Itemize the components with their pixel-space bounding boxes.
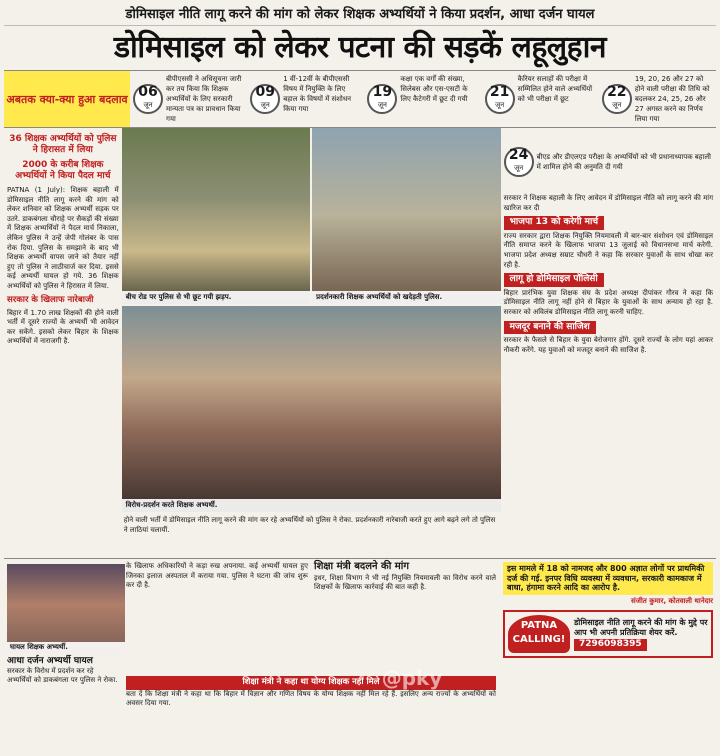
note-text: सरकार ने शिक्षक बहाली के लिए आवेदन में डोमिसाइल नीति को लागू करने की मांग खारिज कर दी (503, 194, 714, 212)
date-circle (367, 84, 397, 114)
subhead-minister: शिक्षा मंत्री बदलने की मांग (314, 561, 409, 572)
date-month: जून (260, 101, 270, 109)
date-month: जून (612, 101, 622, 109)
byline: संजीत कुमार, कोतवाली थानेदार (631, 596, 713, 605)
timeline-item-24 (504, 130, 713, 194)
date-month: जून (514, 164, 524, 172)
timeline-text: 19, 20, 26 और 27 को होने वाली परीक्षा की तिथि को बदलकर 24, 25, 26 और 27 अगस्त करने का निर्णय लिया गया (634, 75, 710, 123)
date-day: 19 (372, 84, 393, 100)
timeline-label: अबतक क्या-क्या हुआ बदलाव (4, 71, 130, 127)
subhead-injured: आधा दर्जन अभ्यर्थी घायल (7, 656, 93, 666)
date-month: जून (143, 101, 153, 109)
timeline-text: कैरियर सलाहों की परीक्षा में सम्मिलित होने वाले अभ्यर्थियों को भी परीक्षा में छूट (517, 75, 593, 103)
timeline-text: 1 वीं-12वीं के बीपीएससी विषय में नियुक्ति के लिए बहाल के विषयों में संशोधन किया गया (283, 75, 352, 113)
subhead-conspiracy: मजदूर बनाने की साजिश (504, 321, 596, 335)
story-body-center: होने वाली भर्ती में डोमिसाइल नीति लागू करने की मांग कर रहे अभ्यर्थियों को पुलिस ने रोका. प्रदर्शनकारी नारेबाजी करते हुए आगे बढ़ने लगे तो पुलिस ने लाठियां चलायीं. (123, 516, 496, 534)
headline: डोमिसाइल को लेकर पटना की सड़कें लहूलुहान (114, 30, 606, 65)
date-day: 22 (607, 84, 627, 100)
date-month: जून (377, 101, 387, 109)
center-bottom-text (122, 514, 501, 558)
subhead-domicile: लागू हो डोमिसाइल पॉलिसी (504, 273, 604, 287)
timeline-text: कक्षा एक वर्गों की संख्या, सिलेबस और एस-एसटी के लिए कैटेगरी में छूट दी गयी (400, 75, 468, 103)
subhead-detained: 36 शिक्षक अभ्यर्थियों को पुलिस ने हिरासत में लिया (9, 134, 117, 155)
story-bjp: राज्य सरकार द्वारा शिक्षक नियुक्ति नियमावली में बार-बार संशोधन एवं डोमिसाइल नीति समाप्त करने के खिलाफ भाजपा 13 जुलाई को विधानसभा मार्च करेगी. भाजपा प्रदेश अध्यक्ष सम्राट चौधरी ने कहा कि सरकार युवाओं के साथ धोखा कर रही है. (503, 231, 714, 269)
timeline-items (130, 71, 716, 127)
date-circle (504, 147, 534, 177)
story-injured: सरकार के विरोध में प्रदर्शन कर रहे अभ्यर्थियों को डाकबंगला पर पुलिस ने रोका. (7, 666, 118, 685)
timeline-text: बीपीएससी ने अधिसूचना जारी कर तय किया कि शिक्षक अभ्यर्थियों के लिए सरकारी मान्यता पत्र का प्रावधान किया गया (166, 75, 242, 123)
photo-caption: बीच रोड पर पुलिस से भी छूट गयी झड़प. (122, 291, 310, 304)
watermark: @pky (381, 666, 443, 690)
bottom-middle (122, 559, 500, 712)
patna-calling-box-content (570, 618, 708, 651)
left-column (4, 128, 122, 558)
timeline-item (599, 72, 716, 126)
timeline-item (247, 72, 364, 126)
timeline-strip (4, 70, 716, 128)
photo-caption: विरोध-प्रदर्शन करते शिक्षक अभ्यर्थी. (122, 499, 501, 512)
story-qualified: बता दें कि शिक्षा मंत्री ने कहा था कि बिहार में विज्ञान और गणित विषय के योग्य शिक्षक नहीं मिल रहे हैं. इसलिए अन्य राज्यों के अभ्यर्थियों को अवसर दिया गया. (126, 689, 496, 708)
timeline-item (482, 72, 599, 126)
photo-caption: प्रदर्शनकारी शिक्षक अभ्यर्थियों को खदेड़ती पुलिस. (312, 291, 500, 304)
phone-number: 7296098395 (574, 639, 647, 651)
date-month: जून (495, 101, 505, 109)
text-columns (126, 562, 496, 676)
date-day: 06 (138, 84, 158, 100)
calling-text: डोमिसाइल नीति लागू करने की मांग के मुद्दे पर आप भी अपनी प्रतिक्रिया शेयर करें. (574, 617, 708, 637)
subhead-bjp: भाजपा 13 को करेगी मार्च (504, 216, 605, 230)
photo-row (122, 128, 501, 304)
story-minister: इधर, शिक्षा विभाग ने भी नई नियुक्ति नियमावली का विरोध करने वाले शिक्षकों के खिलाफ कार्रवाई की बात कही है. (314, 573, 496, 592)
date-day: 24 (508, 147, 529, 163)
story-col: के खिलाफ अधिकारियों ने कड़ा रुख अपनाया. कई अभ्यर्थी घायल हुए जिनका इलाज अस्पताल में कराया गया. पुलिस ने घटना की जांच शुरू कर दी है. (126, 562, 308, 590)
subhead-slogans: सरकार के खिलाफ नारेबाजी (7, 294, 94, 305)
timeline-item (130, 72, 247, 126)
timeline-item (364, 72, 481, 126)
sidebar (500, 559, 716, 712)
date-circle (602, 84, 632, 114)
subhead-qualified: शिक्षा मंत्री ने कहा था योग्य शिक्षक नहीं मिले (126, 676, 496, 690)
top-line: डोमिसाइल नीति लागू करने की मांग को लेकर शिक्षक अभ्यर्थियों ने किया प्रदर्शन, आधा दर्जन घायल (4, 4, 716, 26)
news-photo (122, 128, 310, 304)
bottom-left (4, 559, 122, 712)
story-conspiracy: सरकार के फैसले से बिहार के युवा बेरोजगार होंगे. दूसरे राज्यों के लोग यहां आकर नौकरी करेंगे. यह युवाओं को मजदूर बनाने की साजिश है. (503, 336, 714, 354)
right-column (501, 128, 716, 558)
news-photo (312, 128, 500, 304)
sidebar-text: इस मामले में 18 को नामजद और 800 अज्ञात लोगों पर प्राथमिकी दर्ज की गई. इनपर विधि व्यवस्था में व्यवधान, सरकारी कामकाज में बाधा, हंगामा करने आदि का आरोप है. (503, 562, 713, 595)
date-day: 09 (255, 84, 275, 100)
story-body-2: बिहार में 1.70 लाख शिक्षकों की होने वाली भर्ती में दूसरे राज्यों के अभ्यर्थी भी आवेदन कर सकेंगे. इसको लेकर बिहार के शिक्षक अभ्यर्थियों में नाराजगी है. (7, 308, 119, 346)
injured-photo (7, 564, 125, 654)
date-circle (250, 84, 280, 114)
timeline-text: बीएड और डीएलएड परीक्षा के अभ्यर्थियों को भी प्रधानाध्यापक बहाली में शामिल होने की अनुमति दी गयी (536, 153, 711, 171)
story-col-wrap (314, 562, 496, 676)
patna-calling-box (503, 610, 713, 658)
date-circle (133, 84, 163, 114)
story-body: PATNA (1 July): शिक्षक बहाली में डोमिसाइल नीति लागू करने की मांग को लेकर शनिवार को शिक्षक अभ्यर्थी सड़क पर उतरे. डाकबंगला चौराहे पर सैकड़ों की संख्या में शिक्षक अभ्यर्थियों ने पैदल मार्च निकाला, लेकिन पुलिस ने उन्हें जेपी गोलंबर के पास रोक दिया. पुलिस के समझाने के बाद भी शिक्षक अभ्यर्थी वापस जाने को तैयार नहीं हुए तो पुलिस ने लाठीचार्ज कर दिया. इससे कई अभ्यर्थी घायल हो गये. 36 शिक्षक अभ्यर्थियों को पुलिस ने हिरासत में लिया. (7, 186, 119, 290)
story-domicile: बिहार प्रारंभिक युवा शिक्षक संघ के प्रदेश अध्यक्ष दीपांकर गौरव ने कहा कि डोमिसाइल नीति लागू नहीं होने से बिहार के युवाओं के साथ अन्याय हो रहा है. सरकार को अविलंब डोमिसाइल नीति लागू करनी चाहिए. (503, 288, 714, 316)
photo-caption: घायल शिक्षक अभ्यर्थी. (7, 642, 125, 654)
bottom-section (4, 558, 716, 712)
date-circle (485, 84, 515, 114)
patna-calling-logo: PATNA CALLING! (508, 615, 570, 653)
subhead-march: 2000 के करीब शिक्षक अभ्यर्थियों ने किया पैदल मार्च (15, 160, 111, 181)
date-day: 21 (489, 84, 510, 100)
